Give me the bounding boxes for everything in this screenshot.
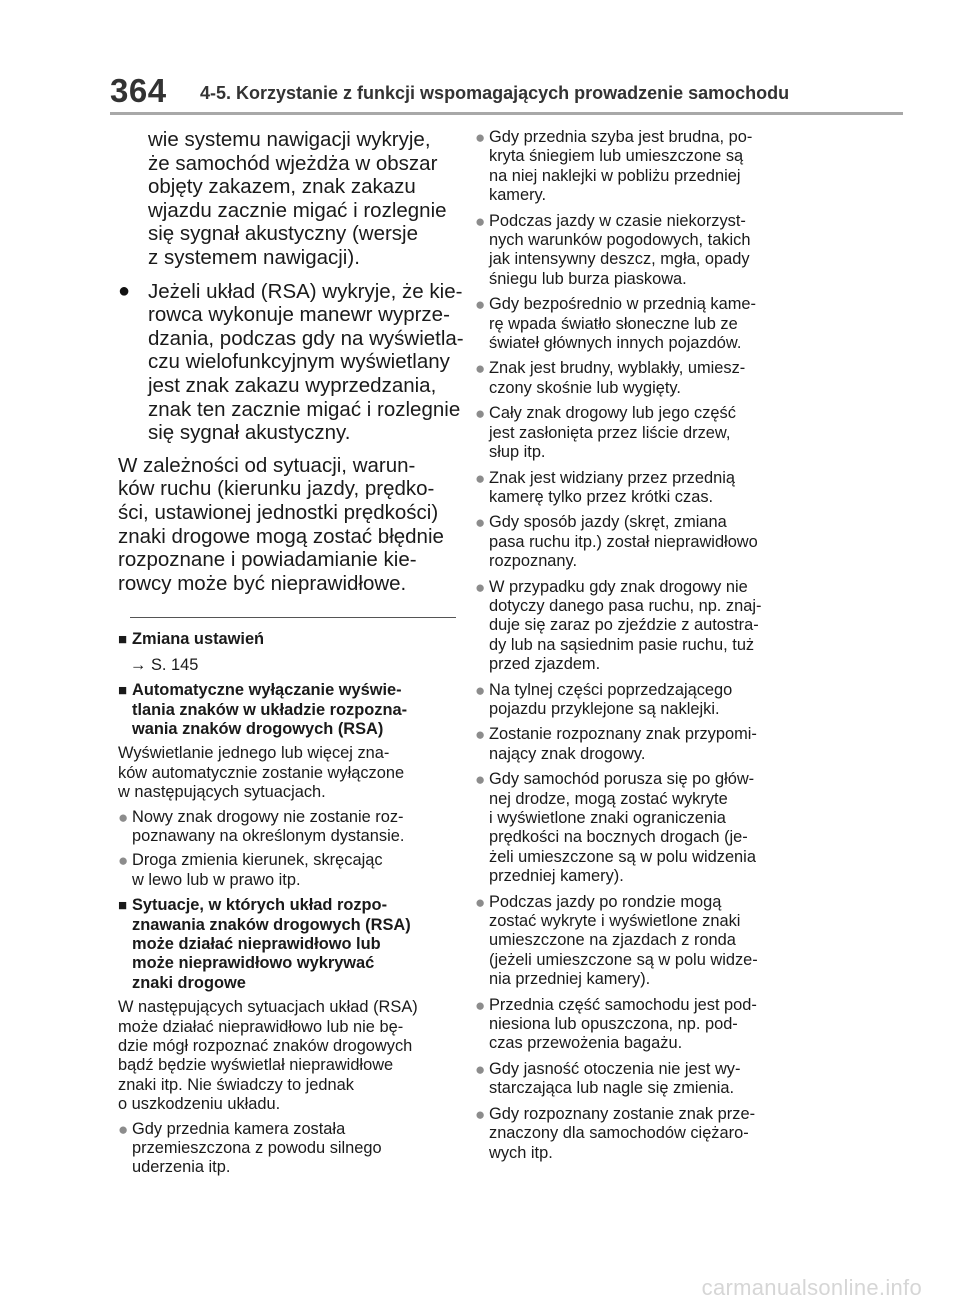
text-line: Gdy przednia szyba jest brudna, po- xyxy=(489,128,753,146)
bullet-text xyxy=(489,128,752,206)
bullet-dot-icon: ● xyxy=(475,404,486,424)
text-line: czas przewożenia bagażu. xyxy=(489,1034,683,1053)
text-line: Znak jest brudny, wyblakły, umiesz- xyxy=(489,359,746,378)
section-divider xyxy=(130,617,456,618)
square-marker-icon: ■ xyxy=(118,682,128,700)
text-line: znaki drogowe xyxy=(132,973,246,992)
text-line: Gdy jasność otoczenia nie jest wy- xyxy=(489,1059,741,1078)
text-line: W zależności od sytuacji, warun- xyxy=(118,453,416,477)
text-line: Cały znak drogowy lub jego część xyxy=(489,404,736,423)
text-line: znak ten zacznie migać i rozlegnie xyxy=(148,397,461,421)
list-item xyxy=(475,513,810,571)
malfunction-heading xyxy=(118,896,456,993)
bullet-dot-icon: ● xyxy=(118,279,131,302)
bullet-text xyxy=(489,469,735,508)
watermark: carmanualsonline.info xyxy=(701,1275,922,1300)
list-item xyxy=(475,893,810,990)
text-line: się sygnał akustyczny (wersje xyxy=(148,222,419,246)
text-line: wania znaków drogowych (RSA) xyxy=(132,719,384,738)
text-line: przedniej kamery). xyxy=(489,867,624,886)
heading-text xyxy=(132,681,407,739)
bullet-dot-icon: ● xyxy=(475,468,486,488)
text-line: przed zjazdem. xyxy=(489,655,601,674)
text-line: znaczony dla samochodów ciężaro- xyxy=(489,1124,749,1143)
text-line: Przednia część samochodu jest pod- xyxy=(489,995,757,1014)
text-line: rowcy może być nieprawidłowe. xyxy=(118,571,407,595)
list-item xyxy=(475,1105,810,1163)
text-line: ków ruchu (kierunku jazdy, prędko- xyxy=(118,477,435,501)
bullet-text xyxy=(132,808,404,847)
list-item xyxy=(475,578,810,675)
bullet-text xyxy=(148,280,464,445)
text-line: rozpoznany. xyxy=(489,552,578,571)
text-line: uderzenia itp. xyxy=(132,1158,231,1177)
text-line: żeli umieszczone są w polu widzenia xyxy=(489,847,756,866)
text-line: wie systemu nawigacji wykryje, xyxy=(148,128,431,151)
text-line: Zostanie rozpoznany znak przypomi- xyxy=(489,725,757,744)
bullet-dot-icon: ● xyxy=(475,770,486,790)
text-line: może działać nieprawidłowo lub xyxy=(132,934,381,953)
text-line: pojazdu przyklejone są naklejki. xyxy=(489,699,720,718)
heading-text xyxy=(132,896,411,993)
auto-off-section xyxy=(118,681,456,890)
text-line: objęty zakazem, znak zakazu xyxy=(148,175,416,199)
auto-off-heading xyxy=(118,681,456,739)
settings-heading xyxy=(118,630,456,649)
text-line: duje się zaraz po zjeździe z autostra- xyxy=(489,616,759,635)
text-line: Znak jest widziany przez przednią xyxy=(489,468,735,487)
text-line: Wyświetlanie jednego lub więcej zna- xyxy=(118,744,390,763)
page-reference-link[interactable] xyxy=(130,656,456,675)
text-line: Automatyczne wyłączanie wyświe- xyxy=(132,681,402,700)
list-item xyxy=(118,808,456,847)
list-item xyxy=(475,469,810,508)
text-line: Gdy samochód porusza się po głów- xyxy=(489,770,755,789)
bullet-dot-icon: ● xyxy=(475,725,486,745)
list-item xyxy=(475,404,810,462)
text-line: rozpoznane i powiadamianie kie- xyxy=(118,548,417,572)
text-line: znaki drogowe mogą zostać błędnie xyxy=(118,524,444,548)
text-line: dzania, podczas gdy na wyświetla- xyxy=(148,326,464,350)
text-line: dotyczy danego pasa ruchu, np. znaj- xyxy=(489,596,762,615)
text-line: starczająca lub nagle się zmienia. xyxy=(489,1079,735,1098)
bullet-dot-icon: ● xyxy=(118,851,129,871)
text-line: się sygnał akustyczny. xyxy=(148,421,351,445)
bullet-dot-icon: ● xyxy=(475,995,486,1015)
text-line: W przypadku gdy znak drogowy nie xyxy=(489,577,748,596)
bullet-dot-icon: ● xyxy=(475,513,486,533)
list-item xyxy=(118,851,456,890)
bullet-text xyxy=(489,681,732,720)
rsa-overtaking-bullet xyxy=(118,279,464,445)
bullet-text xyxy=(489,1105,755,1163)
text-line: w następujących sytuacjach. xyxy=(118,783,326,802)
text-line: z systemem nawigacji). xyxy=(148,245,360,269)
text-line: wjazdu zacznie migać i rozlegnie xyxy=(148,198,447,222)
text-line: Jeżeli układ (RSA) wykryje, że kie- xyxy=(148,279,463,303)
bullet-text xyxy=(132,851,383,890)
section-title: 4-5. Korzystanie z funkcji wspomagających prowadzenie samochodu xyxy=(200,83,790,103)
text-line: ści, ustawionej jednostki prędkości) xyxy=(118,500,439,524)
heading-text: Zmiana ustawień xyxy=(132,630,265,649)
text-line: jak intensywny deszcz, mgła, opady xyxy=(489,250,750,269)
header-divider xyxy=(110,112,903,115)
text-line: prędkości na bocznych drogach (je- xyxy=(489,828,748,847)
bullet-text xyxy=(489,212,750,290)
text-line: może nieprawidłowo wykrywać xyxy=(132,954,375,973)
bullet-dot-icon: ● xyxy=(475,295,486,315)
text-line: Droga zmienia kierunek, skręcając xyxy=(132,851,383,870)
text-line: znawania znaków drogowych (RSA) xyxy=(132,915,411,934)
list-item xyxy=(118,1120,456,1178)
text-line: bądź będzie wyświetlał nieprawidłowe xyxy=(118,1056,394,1075)
text-line: (jeżeli umieszczone są w polu widze- xyxy=(489,950,758,969)
text-line: rę wpada światło słoneczne lub ze xyxy=(489,314,738,333)
text-line: o uszkodzeniu układu. xyxy=(118,1095,281,1114)
text-line: nający znak drogowy. xyxy=(489,744,646,763)
bullet-dot-icon: ● xyxy=(475,1059,486,1079)
text-line: nej drodze, mogą zostać wykryte xyxy=(489,789,728,808)
text-line: nych warunków pogodowych, takich xyxy=(489,231,751,250)
text-line: zostać wykryte i wyświetlone znaki xyxy=(489,912,741,931)
text-line: dzie mógł rozpoznać znaków drogowych xyxy=(118,1037,413,1055)
right-column xyxy=(475,128,810,1163)
text-line: Podczas jazdy w czasie niekorzyst- xyxy=(489,211,746,230)
bullet-dot-icon: ● xyxy=(475,680,486,700)
list-item xyxy=(475,770,810,886)
text-line: Podczas jazdy po rondzie mogą xyxy=(489,892,722,911)
settings-section xyxy=(118,630,456,675)
text-line: nia przedniej kamery). xyxy=(489,970,651,989)
reference-text: S. 145 xyxy=(150,655,199,674)
text-line: Gdy rozpoznany zostanie znak prze- xyxy=(489,1104,756,1123)
conditions-paragraph xyxy=(118,454,456,596)
text-line: Gdy sposób jazdy (skręt, zmiana xyxy=(489,513,727,532)
text-line: kryta śniegiem lub umieszczone są xyxy=(489,147,744,166)
bullet-dot-icon: ● xyxy=(475,577,486,597)
continued-text xyxy=(148,128,456,270)
arrow-right-icon: → xyxy=(130,655,147,674)
text-line: kamery. xyxy=(489,186,547,205)
list-item xyxy=(475,996,810,1054)
bullet-dot-icon: ● xyxy=(475,892,486,912)
page-number: 364 xyxy=(110,72,167,109)
bullet-text xyxy=(132,1120,382,1178)
text-line: czu wielofunkcyjnym wyświetlany xyxy=(148,350,450,374)
list-item xyxy=(475,1060,810,1099)
bullet-dot-icon: ● xyxy=(475,211,486,231)
bullet-text xyxy=(489,513,758,571)
square-marker-icon: ■ xyxy=(118,897,128,915)
text-line: Gdy bezpośrednio w przednią kame- xyxy=(489,295,756,314)
list-item xyxy=(475,295,810,353)
text-line: niesiona lub opuszczona, np. pod- xyxy=(489,1015,738,1034)
text-line: na niej naklejki w pobliżu przedniej xyxy=(489,166,741,185)
text-line: Na tylnej części poprzedzającego xyxy=(489,680,733,699)
auto-off-paragraph xyxy=(118,744,456,802)
text-line: ków automatycznie zostanie wyłączone xyxy=(118,763,405,782)
bullet-dot-icon: ● xyxy=(475,128,486,147)
text-line: jest zasłonięta przez liście drzew, xyxy=(489,423,731,442)
text-line: świateł głównych innych pojazdów. xyxy=(489,334,742,353)
text-line: wych itp. xyxy=(489,1143,553,1162)
bullet-text xyxy=(489,996,757,1054)
text-line: pasa ruchu itp.) został nieprawidłowo xyxy=(489,532,758,551)
text-line: czony skośnie lub wygięty. xyxy=(489,378,681,397)
text-line: W następujących sytuacjach układ (RSA) xyxy=(118,998,418,1017)
text-line: tlania znaków w układzie rozpozna- xyxy=(132,700,408,719)
malfunction-paragraph xyxy=(118,998,456,1114)
list-item xyxy=(475,359,810,398)
text-line: dy lub na sąsiednim pasie ruchu, tuż xyxy=(489,635,755,654)
text-line: Nowy znak drogowy nie zostanie roz- xyxy=(132,807,404,826)
text-line: że samochód wjeżdża w obszar xyxy=(148,151,438,175)
bullet-text xyxy=(489,1060,740,1099)
text-line: Sytuacje, w których układ rozpo- xyxy=(132,896,388,915)
bullet-text xyxy=(489,404,736,462)
malfunction-section xyxy=(118,896,456,1178)
text-line: jest znak zakazu wyprzedzania, xyxy=(148,373,437,397)
list-item xyxy=(475,128,810,206)
bullet-text xyxy=(489,578,761,675)
text-line: w lewo lub w prawo itp. xyxy=(132,870,301,889)
bullet-text xyxy=(489,359,745,398)
bullet-text xyxy=(489,770,756,886)
left-column xyxy=(118,128,464,1178)
list-item xyxy=(475,681,810,720)
bullet-text xyxy=(489,725,757,764)
text-line: słup itp. xyxy=(489,443,546,462)
text-line: Gdy przednia kamera została xyxy=(132,1119,346,1138)
bullet-dot-icon: ● xyxy=(118,1119,129,1139)
square-marker-icon: ■ xyxy=(118,631,128,649)
text-line: poznawany na określonym dystansie. xyxy=(132,826,405,845)
bullet-dot-icon: ● xyxy=(475,359,486,379)
situations-list xyxy=(475,128,810,1163)
bullet-text xyxy=(489,893,758,990)
text-line: znaki itp. Nie świadczy to jednak xyxy=(118,1075,354,1094)
bullet-text xyxy=(489,295,756,353)
list-item xyxy=(475,212,810,290)
text-line: może działać nieprawidłowo lub nie bę- xyxy=(118,1017,404,1036)
page-header xyxy=(0,0,960,118)
text-line: umieszczone na zjazdach z ronda xyxy=(489,931,736,950)
list-item xyxy=(475,725,810,764)
text-line: kamerę tylko przez krótki czas. xyxy=(489,487,714,506)
text-line: i wyświetlone znaki ograniczenia xyxy=(489,809,726,827)
bullet-dot-icon: ● xyxy=(475,1104,486,1124)
text-line: rowca wykonuje manewr wyprze- xyxy=(148,303,450,327)
text-line: przemieszczona z powodu silnego xyxy=(132,1139,382,1158)
text-line: śniegu lub burza piaskowa. xyxy=(489,269,687,288)
bullet-dot-icon: ● xyxy=(118,807,129,827)
